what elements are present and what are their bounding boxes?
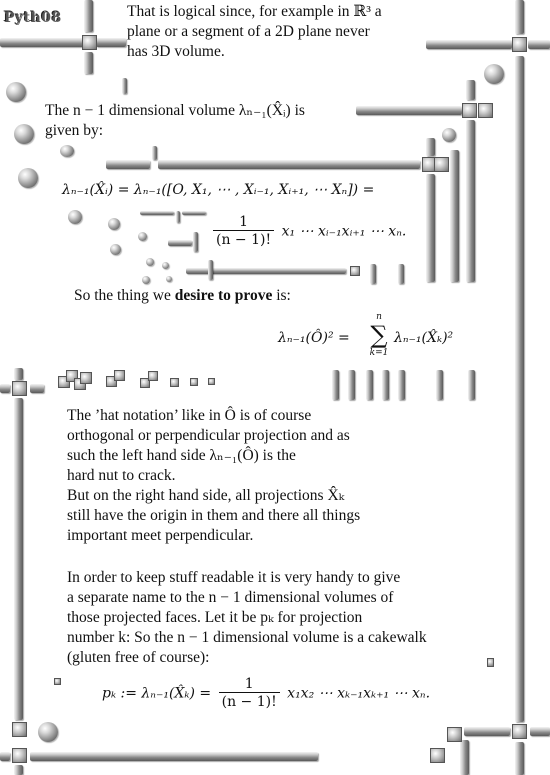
formula-volume-definition — [62, 182, 374, 198]
intro-paragraph — [127, 2, 382, 62]
sphere-ornament — [166, 276, 172, 282]
frame-bar — [382, 370, 389, 400]
readable-paragraph — [67, 568, 427, 668]
frame-joint — [512, 724, 527, 739]
frame-joint — [82, 35, 97, 50]
frame-bar — [106, 160, 150, 169]
frame-bar — [515, 56, 524, 722]
text-line: plane or a segment of a 2D plane never — [127, 23, 370, 40]
sphere-ornament — [18, 168, 38, 188]
formula-rhs: x₁x₂ ⋯ xₖ₋₁xₖ₊₁ ⋯ xₙ. — [287, 685, 431, 702]
frame-bar — [398, 370, 405, 400]
frame-bar — [468, 370, 475, 400]
sphere-ornament — [142, 276, 150, 284]
frame-bar — [0, 752, 10, 761]
frame-joint — [434, 157, 449, 172]
frame-bar — [370, 264, 376, 284]
prove-text-pre: So the thing we — [74, 287, 175, 304]
fraction-denominator: (n − 1)! — [216, 232, 272, 248]
sphere-ornament — [110, 244, 121, 255]
text-line: given by: — [45, 122, 104, 139]
frame-joint — [430, 748, 445, 763]
frame-bar — [140, 211, 174, 215]
frame-bar — [460, 740, 469, 775]
frame-bar — [122, 78, 127, 94]
frame-bar — [14, 368, 23, 380]
frame-bar — [515, 0, 524, 34]
frame-joint — [12, 722, 27, 737]
frame-bar — [436, 370, 443, 400]
volume-intro-paragraph — [45, 101, 305, 141]
frame-joint — [487, 658, 494, 667]
prove-emphasis: desire to prove — [174, 287, 273, 304]
text-line: number k: So the n − 1 dimensional volume is a cakewalk — [67, 629, 427, 646]
frame-joint — [148, 371, 158, 381]
frame-joint — [512, 37, 527, 52]
fraction-numerator: 1 — [213, 214, 274, 231]
frame-bar — [168, 240, 192, 246]
frame-joint — [190, 378, 198, 386]
frame-bar — [356, 106, 462, 115]
sum-lower-limit: k=1 — [369, 348, 389, 358]
frame-joint — [114, 370, 125, 381]
frame-bar — [158, 160, 420, 169]
frame-bar — [426, 138, 435, 156]
text-line: has 3D volume. — [127, 43, 225, 60]
fraction — [213, 214, 274, 249]
text-line: a separate name to the n − 1 dimensional volumes of — [67, 589, 394, 606]
text-line: The ’hat notation’ like in Ô is of course — [67, 407, 312, 424]
text-line: That is logical since, for example in ℝ³ a — [127, 3, 382, 20]
frame-bar — [332, 370, 339, 400]
frame-bar — [450, 150, 459, 282]
text-line: (gluten free of course): — [67, 649, 210, 666]
frame-bar — [0, 38, 84, 47]
formula-volume-product — [210, 214, 406, 249]
frame-joint — [12, 748, 27, 763]
sphere-ornament — [146, 258, 154, 266]
frame-bar — [366, 370, 373, 400]
text-line: those projected faces. Let it be pₖ for projection — [67, 609, 363, 626]
frame-bar — [30, 752, 318, 761]
sphere-ornament — [162, 262, 169, 269]
frame-joint — [462, 103, 477, 118]
page-title: Pyth08 — [4, 10, 62, 26]
frame-joint — [80, 372, 92, 384]
sum-upper-limit: n — [376, 312, 382, 322]
sum-symbol: ∑ — [370, 321, 388, 349]
sphere-ornament — [108, 218, 120, 230]
formula-rhs: λₙ₋₁(X̂ₖ)² — [394, 330, 454, 346]
frame-joint — [170, 378, 179, 387]
text-line: such the left hand side λₙ₋₁(Ô) is the — [67, 447, 296, 464]
frame-bar — [530, 727, 550, 736]
frame-bar — [30, 384, 44, 393]
frame-bar — [193, 232, 198, 252]
frame-bar — [14, 398, 23, 720]
sphere-ornament — [14, 124, 34, 144]
sphere-ornament — [60, 145, 74, 157]
frame-bar — [152, 146, 157, 160]
frame-bar — [348, 370, 355, 400]
frame-bar — [464, 727, 510, 736]
frame-joint — [350, 266, 360, 276]
hat-notation-paragraph — [67, 406, 360, 546]
frame-bar — [515, 742, 524, 775]
frame-bar — [398, 264, 404, 284]
frame-bar — [14, 765, 23, 775]
formula-pk-definition — [102, 676, 430, 711]
frame-bar — [84, 0, 93, 32]
frame-bar — [84, 52, 93, 74]
fraction — [219, 676, 280, 711]
sum-operator — [366, 312, 392, 358]
frame-joint — [12, 381, 27, 396]
frame-joint — [447, 727, 462, 742]
fraction-denominator: (n − 1)! — [221, 694, 277, 710]
text-line: The n − 1 dimensional volume λₙ₋₁(X̂ᵢ) is — [45, 102, 305, 119]
frame-bar — [466, 80, 475, 100]
frame-bar — [96, 38, 126, 47]
sphere-ornament — [68, 210, 82, 224]
text-line: But on the right hand side, all projections X̂ₖ — [67, 487, 345, 504]
fraction-numerator: 1 — [219, 676, 280, 693]
frame-bar — [466, 120, 475, 282]
formula-lhs: pₖ := λₙ₋₁(X̂ₖ) = — [102, 685, 212, 702]
text-line: still have the origin in them and there all things — [67, 507, 361, 524]
text-line: hard nut to crack. — [67, 467, 176, 484]
text-line: orthogonal or perpendicular projection and as — [67, 427, 350, 444]
formula-rhs: x₁ ⋯ xᵢ₋₁xᵢ₊₁ ⋯ xₙ. — [281, 223, 407, 240]
formula-lhs: λₙ₋₁(Ô)² = — [278, 330, 350, 346]
text-line: In order to keep stuff readable it is very handy to give — [67, 569, 401, 586]
frame-joint — [208, 378, 215, 385]
frame-bar — [208, 260, 213, 280]
frame-bar — [0, 384, 10, 393]
frame-joint — [478, 103, 493, 118]
frame-bar — [176, 211, 180, 223]
frame-bar — [426, 174, 435, 282]
sphere-ornament — [138, 232, 147, 241]
formula-lhs: λₙ₋₁(X̂ᵢ) = λₙ₋₁([O, X₁, ⋯ , Xᵢ₋₁, Xᵢ₊₁, ⋯ Xₙ]) = — [62, 182, 375, 198]
frame-joint — [54, 678, 61, 685]
prove-text-post: is: — [272, 287, 291, 304]
text-line: important meet perpendicular. — [67, 527, 254, 544]
sphere-ornament — [6, 82, 26, 102]
prove-sentence — [74, 286, 291, 306]
frame-bar — [528, 40, 550, 49]
frame-bar — [426, 40, 512, 49]
frame-bar — [182, 211, 206, 215]
sphere-ornament — [442, 128, 456, 142]
sphere-ornament — [484, 64, 504, 84]
sphere-ornament — [38, 722, 58, 742]
